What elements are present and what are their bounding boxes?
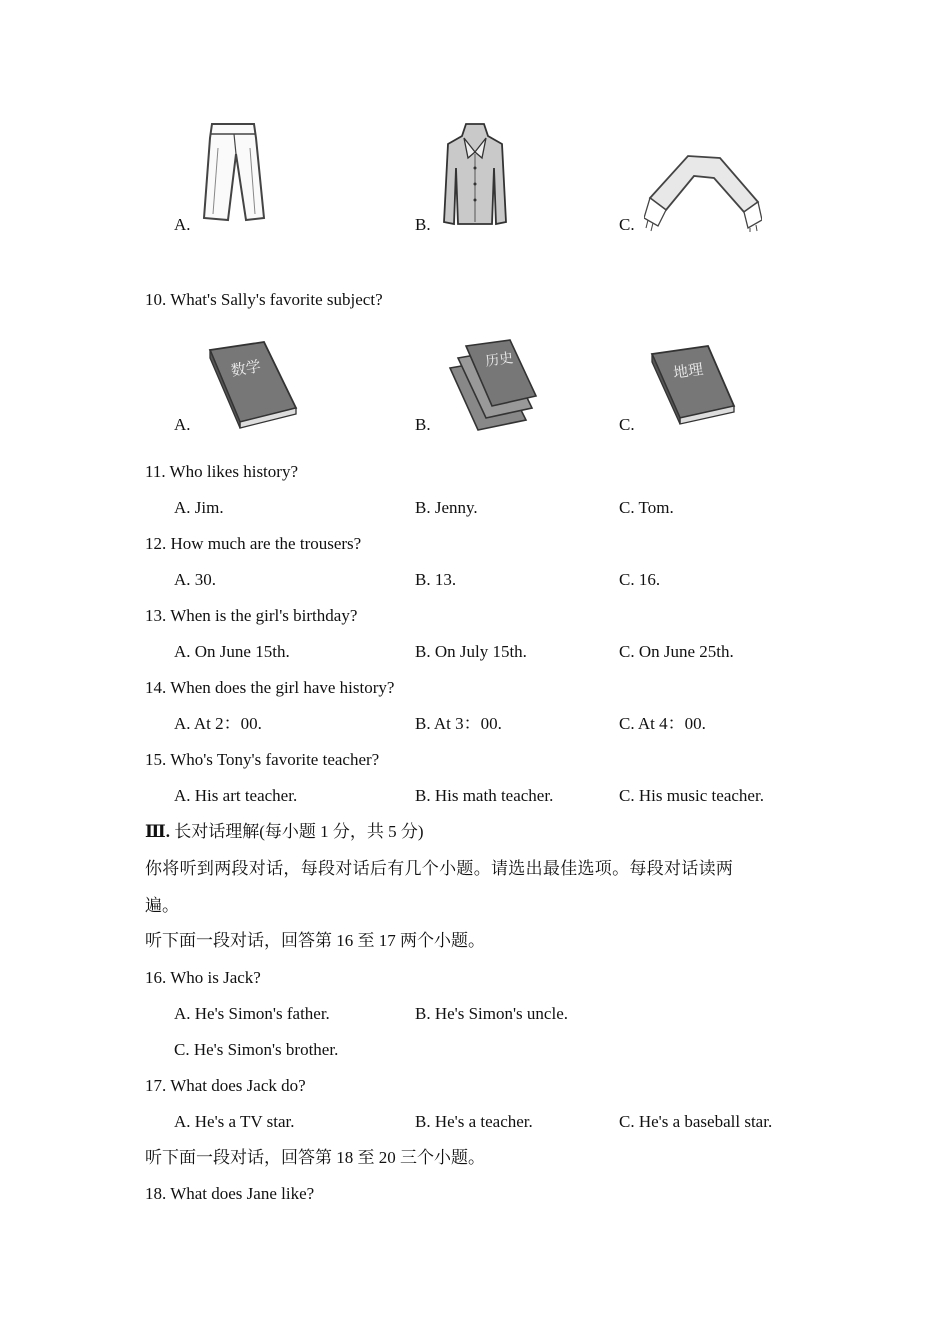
question-18: 18. What does Jane like? — [145, 1184, 315, 1203]
trousers-icon — [198, 120, 270, 224]
section-3-instruction-line1: 你将听到两段对话，每段对话后有几个小题。请选出最佳选项。每段对话读两 — [145, 859, 734, 878]
section-3-instruction-line2: 遍。 — [145, 896, 179, 915]
section-3-heading — [145, 823, 424, 840]
math-book-title: 数学 — [229, 357, 263, 380]
q11-option-b[interactable]: B. Jenny. — [415, 498, 478, 517]
question-13: 13. When is the girl's birthday? — [145, 606, 358, 625]
geography-book-icon — [648, 344, 736, 428]
scarf-icon — [644, 148, 762, 232]
question-14: 14. When does the girl have history? — [145, 678, 395, 697]
question-12: 12. How much are the trousers? — [145, 534, 362, 553]
q10-option-c-label[interactable]: C. — [619, 415, 635, 434]
q9-option-b-label[interactable]: B. — [415, 215, 431, 234]
dialog-2-intro: 听下面一段对话，回答第 18 至 20 三个小题。 — [145, 1148, 485, 1167]
q12-option-b[interactable]: B. 13. — [415, 570, 457, 589]
question-15: 15. Who's Tony's favorite teacher? — [145, 750, 380, 769]
q15-option-a[interactable]: A. His art teacher. — [174, 786, 298, 805]
blouse-icon — [442, 118, 508, 230]
q12-option-c[interactable]: C. 16. — [619, 570, 661, 589]
question-17: 17. What does Jack do? — [145, 1076, 306, 1095]
q16-option-a[interactable]: A. He's Simon's father. — [174, 1004, 330, 1023]
question-16: 16. Who is Jack? — [145, 968, 261, 987]
q16-option-c[interactable]: C. He's Simon's brother. — [174, 1040, 339, 1059]
q17-option-c[interactable]: C. He's a baseball star. — [619, 1112, 773, 1131]
q14-option-c[interactable]: C. At 4：00. — [619, 714, 706, 733]
q9-option-c-label[interactable]: C. — [619, 215, 635, 234]
math-book-icon — [206, 340, 298, 430]
q14-option-b[interactable]: B. At 3：00. — [415, 714, 502, 733]
q13-option-a[interactable]: A. On June 15th. — [174, 642, 290, 661]
question-11: 11. Who likes history? — [145, 462, 298, 481]
dialog-1-intro: 听下面一段对话，回答第 16 至 17 两个小题。 — [145, 931, 485, 950]
q13-option-c[interactable]: C. On June 25th. — [619, 642, 734, 661]
q13-option-b[interactable]: B. On July 15th. — [415, 642, 527, 661]
q17-option-b[interactable]: B. He's a teacher. — [415, 1112, 533, 1131]
history-books-icon — [446, 338, 538, 432]
q9-option-a-label[interactable]: A. — [174, 215, 191, 234]
section-3-title: 长对话理解(每小题 1 分，共 5 分) — [169, 822, 424, 841]
q16-option-b[interactable]: B. He's Simon's uncle. — [415, 1004, 568, 1023]
q15-option-b[interactable]: B. His math teacher. — [415, 786, 554, 805]
q10-option-a-label[interactable]: A. — [174, 415, 191, 434]
q15-option-c[interactable]: C. His music teacher. — [619, 786, 764, 805]
q11-option-a[interactable]: A. Jim. — [174, 498, 224, 517]
section-3-numeral: Ⅲ. — [145, 822, 170, 841]
q17-option-a[interactable]: A. He's a TV star. — [174, 1112, 295, 1131]
history-book-title: 历史 — [484, 350, 515, 370]
question-10: 10. What's Sally's favorite subject? — [145, 290, 383, 309]
q11-option-c[interactable]: C. Tom. — [619, 498, 674, 517]
q12-option-a[interactable]: A. 30. — [174, 570, 217, 589]
q10-option-b-label[interactable]: B. — [415, 415, 431, 434]
geography-book-title: 地理 — [672, 359, 705, 382]
q14-option-a[interactable]: A. At 2：00. — [174, 714, 262, 733]
